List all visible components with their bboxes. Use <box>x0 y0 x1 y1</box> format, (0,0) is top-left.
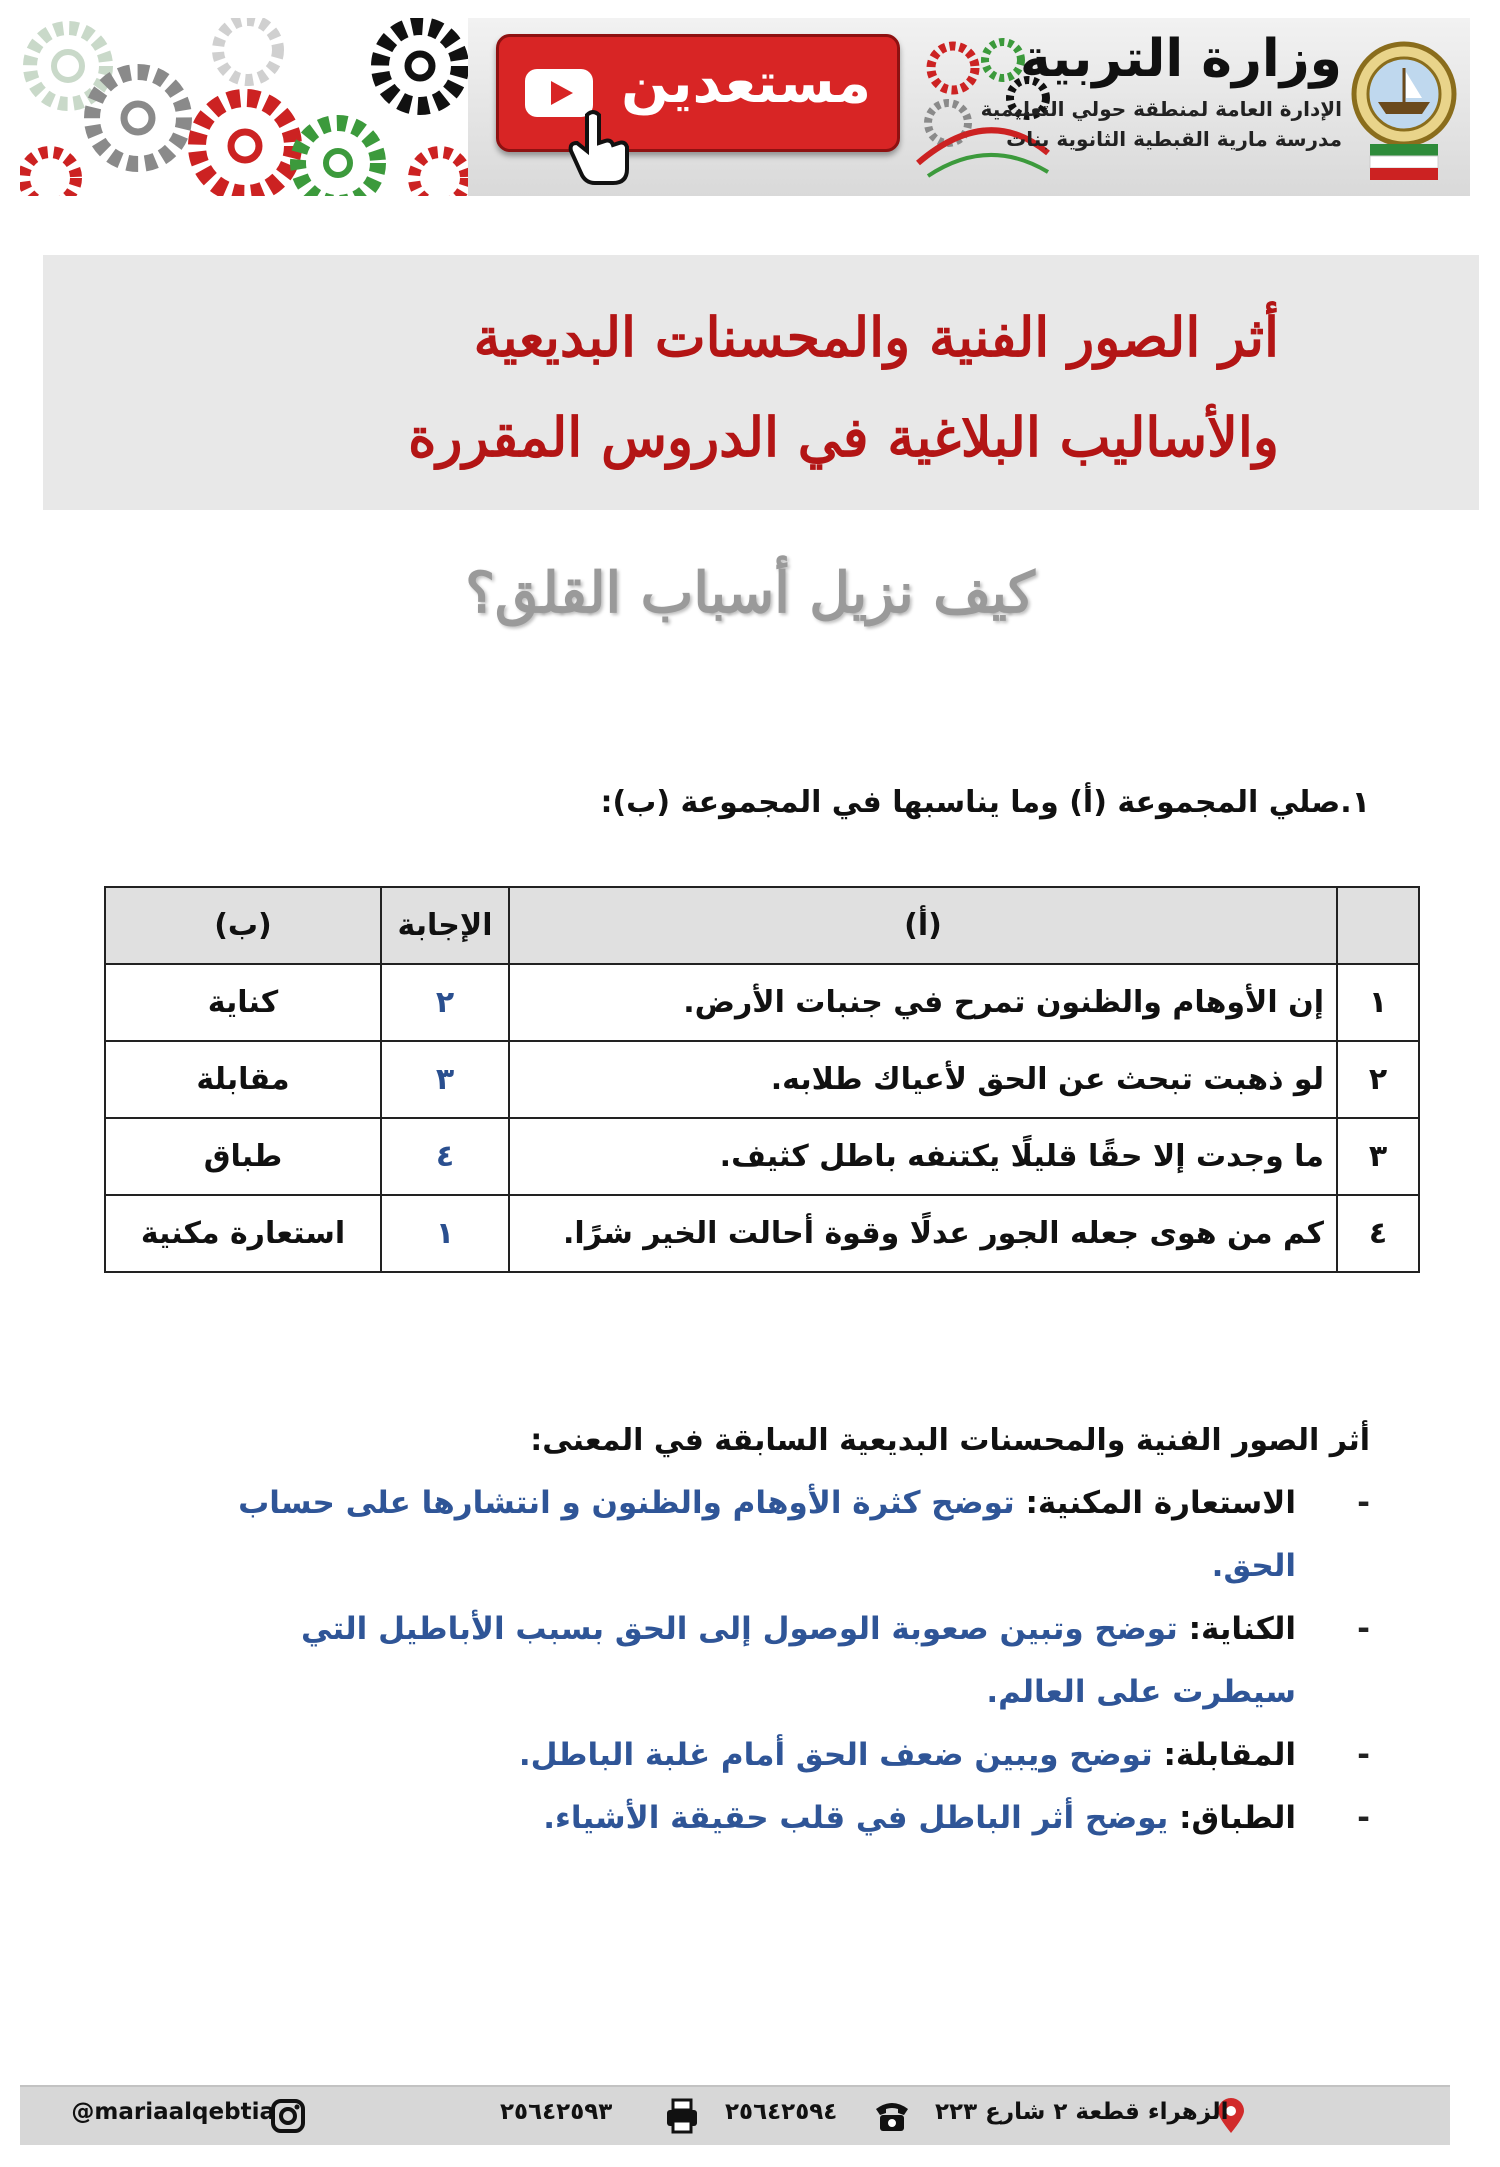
list-item <box>200 1598 1370 1724</box>
gear-icon <box>380 26 460 106</box>
effect-text: يوضح أثر الباطل في قلب حقيقة الأشياء. <box>543 1800 1169 1836</box>
list-item <box>200 1472 1370 1598</box>
effect-label: المقابلة: <box>1152 1737 1296 1773</box>
ministry-name: وزارة التربية <box>1019 29 1342 89</box>
banner-panel <box>468 18 1470 196</box>
gear-icon <box>298 123 378 196</box>
table-header-row <box>105 887 1419 964</box>
gear-icon <box>218 20 278 80</box>
address: الزهراء قطعة ٢ شارع ٢٢٣ <box>935 2099 1229 2125</box>
group-b-term: مقابلة <box>105 1041 381 1118</box>
phone-icon <box>872 2097 912 2135</box>
page-title-line-2: والأساليب البلاغية في الدروس المقررة <box>408 405 1279 469</box>
exercise-instruction: ١.صلي المجموعة (أ) وما يناسبها في المجموعة (ب): <box>600 785 1370 820</box>
effects-heading: أثر الصور الفنية والمحسنات البديعية السابقة في المعنى: <box>530 1423 1370 1458</box>
title-box <box>43 255 1479 510</box>
group-a-sentence: ما وجدت إلا حقًا قليلًا يكتنفه باطل كثيف. <box>509 1118 1337 1195</box>
instagram-handle[interactable]: @mariaalqebtia <box>71 2099 275 2125</box>
answer-cell: ٢ <box>381 964 509 1041</box>
gear-icon <box>197 98 293 194</box>
answer-cell: ٤ <box>381 1118 509 1195</box>
group-a-sentence: لو ذهبت تبحث عن الحق لأعياك طلابه. <box>509 1041 1337 1118</box>
table-row <box>105 1118 1419 1195</box>
effect-text: توضح وتبين صعوبة الوصول إلى الحق بسبب الأباطيل التي سيطرت على العالم. <box>301 1611 1296 1710</box>
gears-decoration <box>20 18 468 196</box>
ready-button[interactable] <box>496 34 900 152</box>
group-b-term: طباق <box>105 1118 381 1195</box>
row-number: ٤ <box>1337 1195 1419 1272</box>
footer-bar <box>20 2085 1450 2145</box>
fax-number: ٢٥٦٤٢٥٩٣ <box>500 2099 613 2125</box>
lesson-subtitle: كيف نزيل أسباب القلق؟ <box>465 560 1035 626</box>
table-row <box>105 964 1419 1041</box>
row-number: ٣ <box>1337 1118 1419 1195</box>
effect-label: الاستعارة المكنية: <box>1014 1485 1296 1521</box>
ready-button-label: مستعدين <box>621 51 871 116</box>
school-name: مدرسة مارية القبطية الثانوية بنات <box>1006 127 1342 151</box>
list-item <box>200 1724 1370 1787</box>
group-b-term: استعارة مكنية <box>105 1195 381 1272</box>
matching-table <box>104 886 1420 1273</box>
group-a-sentence: إن الأوهام والظنون تمرح في جنبات الأرض. <box>509 964 1337 1041</box>
effect-text: توضح ويبين ضعف الحق أمام غلبة الباطل. <box>518 1737 1153 1773</box>
instagram-icon <box>270 2097 306 2135</box>
row-number: ٢ <box>1337 1041 1419 1118</box>
effects-section <box>200 1410 1370 1850</box>
phone-number: ٢٥٦٤٢٥٩٤ <box>725 2099 838 2125</box>
row-number: ١ <box>1337 964 1419 1041</box>
table-row <box>105 1195 1419 1272</box>
bullet-dash: - <box>1357 1611 1370 1647</box>
bullet-dash: - <box>1357 1737 1370 1773</box>
list-item <box>200 1787 1370 1850</box>
fax-icon <box>664 2097 700 2135</box>
kuwait-emblem-icon <box>1348 32 1460 182</box>
table-row <box>105 1041 1419 1118</box>
header-number <box>1337 887 1419 964</box>
gear-icon <box>24 152 76 196</box>
bullet-dash: - <box>1357 1800 1370 1836</box>
ministry-block <box>981 24 1342 154</box>
header-group-a: (أ) <box>509 887 1337 964</box>
answer-cell: ١ <box>381 1195 509 1272</box>
effect-label: الطباق: <box>1168 1800 1296 1836</box>
group-a-sentence: كم من هوى جعله الجور عدلًا وقوة أحالت الخير شرًا. <box>509 1195 1337 1272</box>
group-b-term: كناية <box>105 964 381 1041</box>
effect-label: الكناية: <box>1177 1611 1296 1647</box>
answer-cell: ٣ <box>381 1041 509 1118</box>
hand-cursor-icon <box>565 107 635 187</box>
ministry-directorate: الإدارة العامة لمنطقة حولي التعليمية <box>980 97 1342 121</box>
gear-icon <box>414 152 466 196</box>
bullet-dash: - <box>1357 1485 1370 1521</box>
page-title-line-1: أثر الصور الفنية والمحسنات البديعية <box>473 305 1279 369</box>
header-banner <box>20 18 1470 196</box>
header-group-b: (ب) <box>105 887 381 964</box>
header-answer: الإجابة <box>381 887 509 964</box>
effect-text: توضح كثرة الأوهام والظنون و انتشارها على حساب الحق. <box>238 1485 1296 1584</box>
gear-icon <box>92 72 184 164</box>
